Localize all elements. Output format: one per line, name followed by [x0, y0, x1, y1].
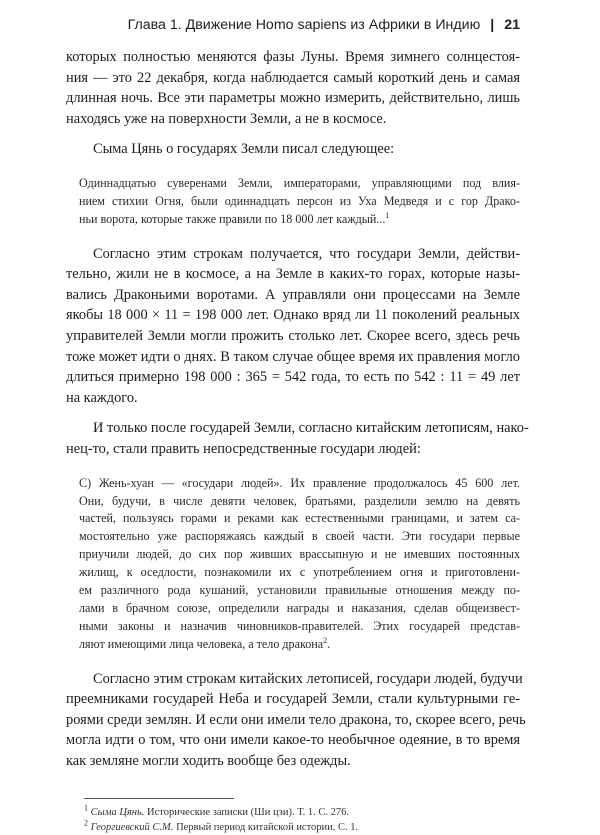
text-line: тельно, жили не в космосе, а на Земле в каких-то горах, которые назы-: [66, 266, 520, 283]
text-line: которых полностью меняются фазы Луны. Время зимнего солнцестоя-: [66, 49, 520, 65]
footnote-text: Первый период китайской истории. С. 1.: [173, 821, 359, 833]
footnote-number: 2: [84, 818, 88, 828]
footnote-number: 1: [84, 803, 88, 813]
body-paragraph: [66, 47, 520, 129]
text-line: ем различного рода кушаний, установили правильные отношения между по-: [79, 583, 520, 598]
paragraph-gap: [66, 129, 520, 139]
paragraph-gap: [66, 160, 520, 175]
footnote-marker[interactable]: 2: [323, 635, 328, 645]
text-line: Одиннадцатью суверенами Земли, императорами, управляющими под влия-: [79, 175, 520, 190]
text-line: длиться примерно 198 000 : 365 = 542 года, то есть по 542 : 11 = 49 лет: [66, 369, 520, 386]
paragraph-gap: [66, 460, 520, 475]
text-line: Они, будучи, в числе девяти человек, братьями, разделили землю на девять: [79, 493, 520, 508]
footnote-text: Исторические записки (Ши цзи). Т. 1. С. 276.: [144, 806, 349, 818]
running-header: [128, 12, 520, 38]
text-line: могла идти о том, что они имели какое-то необычное одеяние, в то время: [66, 732, 520, 749]
text-line: ния — это 22 декабря, когда наблюдается самый короткий день и самая: [66, 69, 520, 86]
paragraph-gap: [66, 229, 520, 244]
footnote-item: [84, 820, 520, 835]
text-line: тоже может идти о днях. В таком случае общее время их правления могло: [66, 348, 520, 365]
block-quote: [66, 475, 520, 654]
body-paragraph: [66, 244, 520, 409]
text-line: Сыма Цянь о государях Земли писал следующее:: [93, 141, 395, 158]
text-line: приучили людей, до сих пор живших врассыпную и не имевших постоянных: [79, 547, 520, 562]
footnote-author: Сыма Цянь.: [90, 806, 145, 818]
text-line: ньи ворота, которые также правили по 18 000 лет каждый...$^1$: [79, 210, 390, 226]
text-line: мостоятельно уже распоряжаясь каждый в своей части. Эти государи первые: [79, 529, 520, 544]
footnote-author: Георгиевский С.М.: [90, 821, 174, 833]
footnote-item: [84, 805, 520, 820]
block-quote: [66, 175, 520, 229]
page-body: [66, 47, 529, 835]
body-paragraph: [66, 418, 529, 459]
paragraph-gap: [66, 408, 520, 418]
text-line: частей, пользуясь горами и реками как естественными границами, и затем са-: [79, 511, 520, 526]
footnote-marker[interactable]: 1: [385, 210, 390, 220]
footnote-gap: [66, 772, 520, 798]
text-line: якобы 18 000 × 11 = 198 000 лет. Однако вряд ли 11 поколений реальных: [66, 307, 520, 324]
text-line: лами в брачном союзе, определили награды и наказания, сделав общеизвест-: [79, 600, 520, 615]
footnote-divider: [84, 798, 234, 799]
text-line: вались Драконьими воротами. А управляли они процессами на Земле: [66, 286, 520, 303]
header-separator: |: [490, 17, 495, 33]
text-line: на каждого.: [66, 389, 138, 406]
paragraph-gap: [66, 654, 520, 669]
body-paragraph: [66, 669, 526, 772]
trailing-punctuation: .: [327, 636, 331, 651]
text-line: жилищ, к оседлости, познакомили их с употреблением огня и приготовлени-: [79, 565, 520, 580]
page-number: 21: [504, 17, 520, 33]
chapter-title: Глава 1. Движение Homo sapiens из Африки в Индию: [127, 17, 481, 33]
text-line: нием стихии Огня, были одиннадцать персон из Уха Медведя и с гор Драко-: [79, 193, 520, 208]
text-line: длинная ночь. Все эти параметры можно измерить, действительно, лишь: [66, 90, 520, 107]
text-line: управителей Земли могли прожить столько лет. Скорее всего, здесь речь: [66, 328, 520, 345]
text-line: ными законы и назначив чиновников-правителей. Этих государей представ-: [79, 618, 520, 633]
text-line: ляют имеющими лица человека, а тело дракона$^2$.: [79, 635, 331, 651]
text-line: роями среди землян. И если они имели тело дракона, то, скорее всего, речь: [66, 711, 526, 728]
text-line: Согласно этим строкам получается, что государи Земли, действи-: [93, 245, 520, 262]
text-line: преемниками государей Неба и государей Земли, стали культурными ге-: [66, 691, 520, 708]
body-paragraph: [66, 139, 520, 160]
text-line: И только после государей Земли, согласно китайским летописям, нако-: [93, 420, 529, 437]
text-line: С) Жень-хуан — «государи людей». Их правление продолжалось 45 600 лет.: [79, 475, 520, 490]
text-line: нец-то, стали править непосредственные государи людей:: [66, 441, 421, 458]
text-line: как земляне могли ходить вообще без одежды.: [66, 753, 351, 770]
text-line: Согласно этим строкам китайских летописей, государи людей, будучи: [93, 670, 523, 687]
text-line: находясь уже на поверхности Земли, а не в космосе.: [66, 110, 387, 127]
footnotes: [66, 805, 520, 835]
